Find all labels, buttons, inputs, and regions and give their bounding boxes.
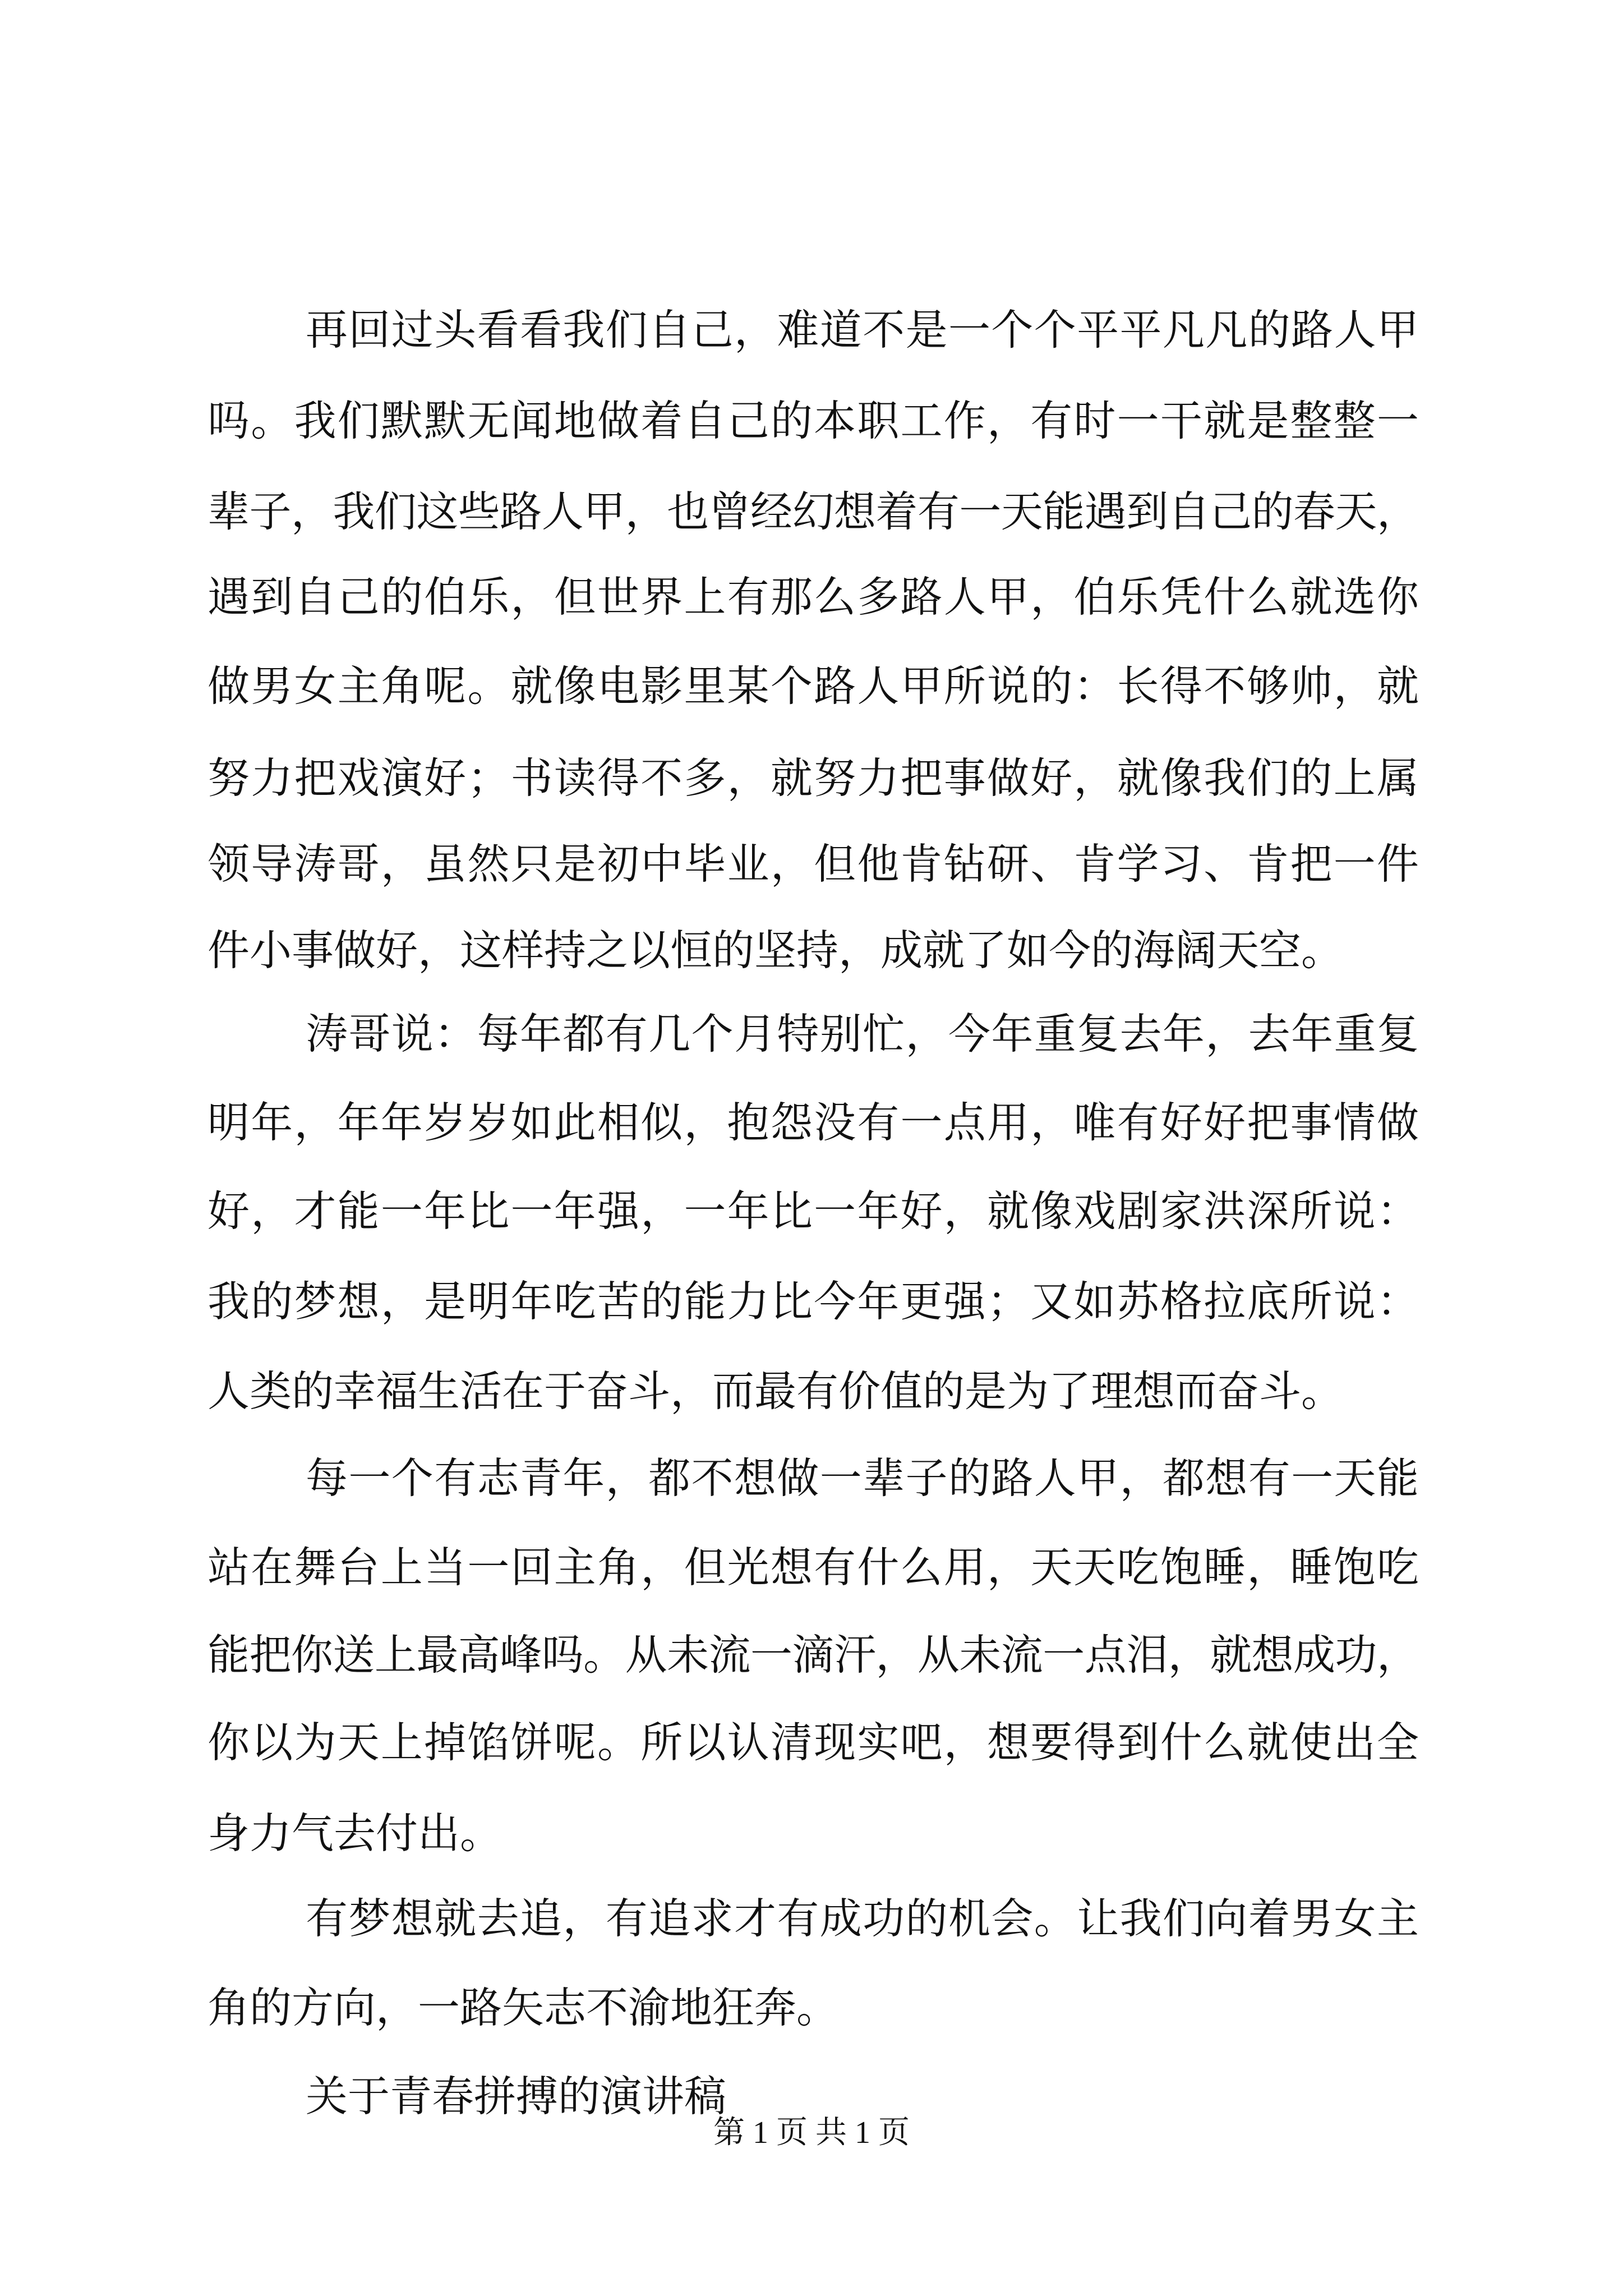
text-line <box>0 1885 1623 1952</box>
text-line-content: 有梦想就去追，有追求才有成功的机会。让我们向着男女主 <box>306 1894 1420 1943</box>
text-line-content: 好，才能一年比一年强，一年比一年好，就像戏剧家洪深所说： <box>208 1186 1421 1236</box>
text-line-content: 我的梦想，是明年吃苦的能力比今年更强；又如苏格拉底所说： <box>208 1277 1421 1326</box>
text-line-content: 做男女主角呢。就像电影里某个路人甲所说的：长得不够帅，就 <box>208 661 1421 711</box>
text-line-content: 明年，年年岁岁如此相似，抱怨没有一点用，唯有好好把事情做 <box>208 1098 1421 1147</box>
text-line <box>0 1089 1623 1156</box>
text-line-content: 身力气去付出。 <box>208 1809 502 1858</box>
text-line <box>0 387 1623 454</box>
text-line <box>0 1800 1623 1867</box>
text-line-content: 关于青春拼搏的演讲稿 <box>306 2072 727 2121</box>
text-line <box>0 1000 1623 1068</box>
text-line-content: 再回过头看看我们自己，难道不是一个个平平凡凡的路人甲 <box>306 305 1420 355</box>
text-line <box>0 652 1623 720</box>
text-line-content: 遇到自己的伯乐，但世界上有那么多路人甲，伯乐凭什么就选你 <box>208 572 1421 622</box>
text-line-content: 站在舞台上当一回主角，但光想有什么用，天天吃饱睡，睡饱吃 <box>208 1543 1421 1592</box>
text-line <box>0 830 1623 898</box>
text-line <box>0 1358 1623 1425</box>
text-line-content: 人类的幸福生活在于奋斗，而最有价值的是为了理想而奋斗。 <box>208 1366 1344 1416</box>
text-line-content: 你以为天上掉馅饼呢。所以认清现实吧，想要得到什么就使出全 <box>208 1718 1421 1767</box>
text-line-content: 每一个有志青年，都不想做一辈子的路人甲，都想有一天能 <box>306 1453 1420 1503</box>
text-line <box>0 1621 1623 1688</box>
text-line <box>0 478 1623 545</box>
text-line <box>0 1444 1623 1512</box>
text-line <box>0 1974 1623 2041</box>
text-line-content: 件小事做好，这样持之以恒的坚持，成就了如今的海阔天空。 <box>208 926 1344 975</box>
text-line-content: 努力把戏演好；书读得不多，就努力把事做好，就像我们的上属 <box>208 753 1421 803</box>
text-line <box>0 1534 1623 1601</box>
text-line <box>0 1177 1623 1245</box>
text-line-content: 能把你送上最高峰吗。从未流一滴汗，从未流一点泪，就想成功， <box>208 1630 1419 1680</box>
text-line <box>0 1709 1623 1776</box>
text-line <box>0 917 1623 984</box>
text-line-content: 涛哥说：每年都有几个月特别忙，今年重复去年，去年重复 <box>306 1009 1420 1059</box>
text-line-content: 辈子，我们这些路人甲，也曾经幻想着有一天能遇到自己的春天， <box>208 487 1419 536</box>
text-line <box>0 296 1623 364</box>
text-line <box>0 563 1623 631</box>
text-line-content: 吗。我们默默无闻地做着自己的本职工作，有时一干就是整整一 <box>208 396 1421 445</box>
text-line-content: 领导涛哥，虽然只是初中毕业，但他肯钻研、肯学习、肯把一件 <box>208 839 1421 889</box>
text-line <box>0 744 1623 812</box>
text-line <box>0 1268 1623 1335</box>
page-footer: 第 1 页 共 1 页 <box>713 2115 910 2150</box>
text-line-content: 角的方向，一路矢志不渝地狂奔。 <box>208 1983 839 2032</box>
